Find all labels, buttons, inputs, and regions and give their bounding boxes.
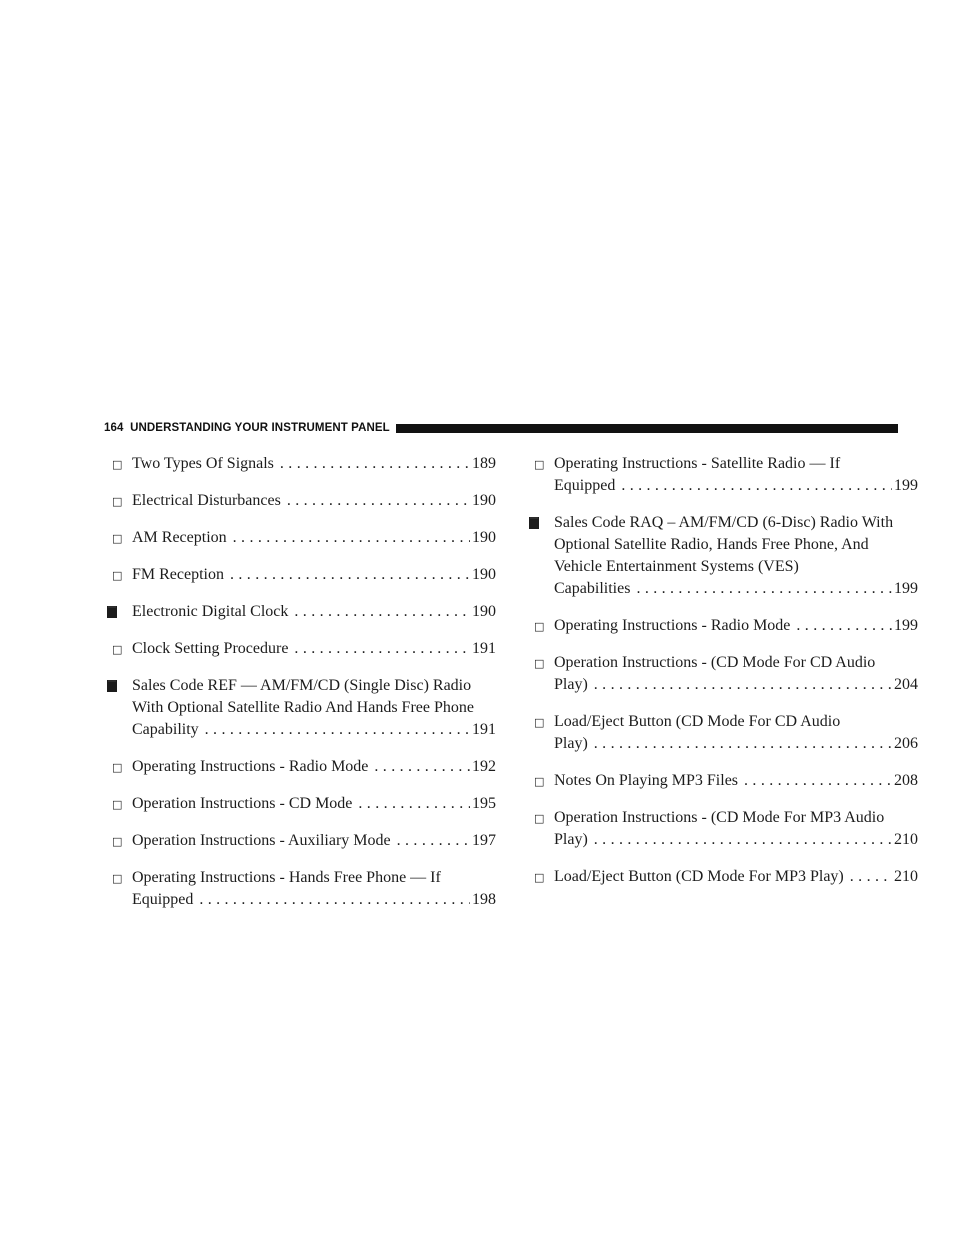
hollow-square-bullet-icon: □ bbox=[534, 620, 545, 633]
filled-square-bullet-icon bbox=[106, 679, 118, 693]
toc-entry-line bbox=[132, 601, 496, 623]
toc-entry-title: Vehicle Entertainment Systems (VES) bbox=[554, 558, 799, 575]
toc-entry-line bbox=[554, 674, 918, 696]
toc-page-number: 206 bbox=[894, 735, 918, 752]
hollow-square-bullet-icon: □ bbox=[112, 495, 123, 508]
dot-leader bbox=[850, 866, 892, 888]
dot-leader bbox=[796, 615, 892, 637]
toc-page-number: 189 bbox=[472, 455, 496, 472]
toc-entry[interactable] bbox=[104, 638, 496, 660]
toc-entry-title: Operation Instructions - (CD Mode For CD Audio bbox=[554, 654, 876, 671]
toc-entry[interactable] bbox=[104, 527, 496, 549]
toc-entry-line bbox=[534, 652, 918, 674]
dot-leader bbox=[594, 674, 892, 696]
hollow-square-bullet-icon: □ bbox=[112, 643, 123, 656]
dot-leader bbox=[397, 830, 470, 852]
page-number: 164 bbox=[104, 422, 124, 434]
toc-entry-title: Operation Instructions - (CD Mode For MP3 Audio bbox=[554, 809, 885, 826]
toc-page-number: 199 bbox=[894, 477, 918, 494]
toc-page-number: 190 bbox=[472, 492, 496, 509]
toc-entry[interactable] bbox=[526, 652, 918, 696]
hollow-square-bullet-icon: □ bbox=[112, 458, 123, 471]
toc-entry-title: Operating Instructions - Radio Mode bbox=[554, 617, 791, 634]
toc-entry-title: Equipped bbox=[132, 891, 194, 908]
filled-square-bullet-icon bbox=[528, 516, 540, 530]
hollow-square-bullet-icon: □ bbox=[534, 812, 545, 825]
toc-entry[interactable] bbox=[104, 601, 496, 623]
toc-entry[interactable] bbox=[526, 866, 918, 888]
hollow-square-bullet-icon: □ bbox=[534, 458, 545, 471]
toc-entry-line bbox=[534, 770, 918, 792]
toc-entry-line bbox=[112, 638, 496, 660]
toc-entry[interactable] bbox=[526, 512, 918, 600]
dot-leader bbox=[280, 453, 470, 475]
hollow-square-bullet-icon: □ bbox=[112, 798, 123, 811]
toc-entry-title: Equipped bbox=[554, 477, 616, 494]
toc-entry[interactable] bbox=[526, 807, 918, 851]
toc-entry-line bbox=[112, 867, 496, 889]
dot-leader bbox=[621, 475, 892, 497]
toc-page-number: 191 bbox=[472, 640, 496, 657]
toc-page-number: 190 bbox=[472, 603, 496, 620]
toc-entry[interactable] bbox=[104, 564, 496, 586]
toc-entry-title: Operating Instructions - Radio Mode bbox=[132, 758, 369, 775]
toc-entry-title: FM Reception bbox=[132, 566, 224, 583]
running-header bbox=[104, 421, 898, 435]
dot-leader bbox=[358, 793, 470, 815]
toc-entry-title: Play) bbox=[554, 831, 588, 848]
toc-entry[interactable] bbox=[526, 453, 918, 497]
toc-entry-line bbox=[112, 453, 496, 475]
hollow-square-bullet-icon: □ bbox=[112, 761, 123, 774]
toc-entry-title: Capabilities bbox=[554, 580, 631, 597]
toc-entry-title: Capability bbox=[132, 721, 199, 738]
toc-entry-line bbox=[554, 512, 918, 534]
toc-entry-line bbox=[112, 830, 496, 852]
toc-page-number: 198 bbox=[472, 891, 496, 908]
header-rule bbox=[396, 424, 898, 433]
toc-entry-title: Sales Code RAQ – AM/FM/CD (6-Disc) Radio With bbox=[554, 514, 894, 531]
dot-leader bbox=[205, 719, 470, 741]
dot-leader bbox=[744, 770, 892, 792]
toc-entry[interactable] bbox=[104, 867, 496, 911]
toc-column-right bbox=[526, 453, 918, 903]
toc-entry-line bbox=[534, 866, 918, 888]
toc-entry[interactable] bbox=[526, 770, 918, 792]
toc-page-number: 210 bbox=[894, 831, 918, 848]
toc-entry-line bbox=[534, 453, 918, 475]
hollow-square-bullet-icon: □ bbox=[112, 872, 123, 885]
toc-entry-title: Play) bbox=[554, 735, 588, 752]
toc-page-number: 192 bbox=[472, 758, 496, 775]
toc-entry[interactable] bbox=[104, 675, 496, 741]
toc-page-number: 190 bbox=[472, 529, 496, 546]
toc-entry[interactable] bbox=[526, 711, 918, 755]
toc-page-number: 197 bbox=[472, 832, 496, 849]
toc-entry-line bbox=[534, 615, 918, 637]
toc-entry-line bbox=[132, 889, 496, 911]
toc-entry[interactable] bbox=[104, 490, 496, 512]
toc-entry-line bbox=[554, 733, 918, 755]
hollow-square-bullet-icon: □ bbox=[112, 532, 123, 545]
toc-entry-line bbox=[112, 564, 496, 586]
toc-column-left bbox=[104, 453, 496, 926]
dot-leader bbox=[287, 490, 470, 512]
toc-entry[interactable] bbox=[526, 615, 918, 637]
toc-entry-title: Notes On Playing MP3 Files bbox=[554, 772, 739, 789]
toc-entry-line bbox=[112, 756, 496, 778]
toc-entry-title: Sales Code REF — AM/FM/CD (Single Disc) Radio bbox=[132, 677, 472, 694]
toc-entry-title: Operating Instructions - Hands Free Phone — If bbox=[132, 869, 441, 886]
toc-entry-line bbox=[132, 675, 496, 697]
hollow-square-bullet-icon: □ bbox=[534, 775, 545, 788]
toc-page-number: 208 bbox=[894, 772, 918, 789]
toc-entry-line bbox=[554, 578, 918, 600]
toc-entry-title: Clock Setting Procedure bbox=[132, 640, 289, 657]
header-text bbox=[104, 422, 396, 434]
dot-leader bbox=[294, 638, 470, 660]
toc-entry-title: Optional Satellite Radio, Hands Free Phone, And bbox=[554, 536, 869, 553]
toc-entry[interactable] bbox=[104, 793, 496, 815]
toc-entry-line bbox=[554, 475, 918, 497]
toc-entry[interactable] bbox=[104, 756, 496, 778]
toc-entry-line bbox=[554, 534, 918, 556]
toc-entry-title: Operation Instructions - CD Mode bbox=[132, 795, 353, 812]
toc-page-number: 210 bbox=[894, 868, 918, 885]
dot-leader bbox=[230, 564, 470, 586]
dot-leader bbox=[594, 733, 892, 755]
section-title: UNDERSTANDING YOUR INSTRUMENT PANEL bbox=[130, 422, 390, 434]
toc-entry-title: Operating Instructions - Satellite Radio — If bbox=[554, 455, 841, 472]
toc-entry-title: Electrical Disturbances bbox=[132, 492, 281, 509]
toc-entry-title: With Optional Satellite Radio And Hands Free Phone bbox=[132, 699, 474, 716]
toc-entry-line bbox=[112, 527, 496, 549]
dot-leader bbox=[636, 578, 892, 600]
toc-entry-line bbox=[112, 490, 496, 512]
toc-entry-line bbox=[132, 697, 496, 719]
toc-entry-line bbox=[112, 793, 496, 815]
toc-page-number: 191 bbox=[472, 721, 496, 738]
toc-entry-title: Operation Instructions - Auxiliary Mode bbox=[132, 832, 391, 849]
filled-square-bullet-icon bbox=[106, 605, 118, 619]
toc-page-number: 204 bbox=[894, 676, 918, 693]
dot-leader bbox=[199, 889, 470, 911]
dot-leader bbox=[233, 527, 470, 549]
toc-entry[interactable] bbox=[104, 453, 496, 475]
hollow-square-bullet-icon: □ bbox=[112, 569, 123, 582]
toc-entry-line bbox=[554, 556, 918, 578]
toc-entry-line bbox=[534, 711, 918, 733]
dot-leader bbox=[294, 601, 470, 623]
hollow-square-bullet-icon: □ bbox=[534, 657, 545, 670]
toc-entry-line bbox=[554, 829, 918, 851]
toc-page-number: 199 bbox=[894, 617, 918, 634]
hollow-square-bullet-icon: □ bbox=[112, 835, 123, 848]
toc-entry-line bbox=[132, 719, 496, 741]
toc-entry-title: Electronic Digital Clock bbox=[132, 603, 289, 620]
dot-leader bbox=[594, 829, 892, 851]
hollow-square-bullet-icon: □ bbox=[534, 716, 545, 729]
dot-leader bbox=[374, 756, 470, 778]
toc-entry[interactable] bbox=[104, 830, 496, 852]
toc-entry-line bbox=[534, 807, 918, 829]
toc-entry-title: Play) bbox=[554, 676, 588, 693]
toc-entry-title: Load/Eject Button (CD Mode For MP3 Play) bbox=[554, 868, 844, 885]
toc-entry-title: Two Types Of Signals bbox=[132, 455, 274, 472]
hollow-square-bullet-icon: □ bbox=[534, 871, 545, 884]
toc-entry-title: AM Reception bbox=[132, 529, 227, 546]
toc-page-number: 195 bbox=[472, 795, 496, 812]
toc-page-number: 199 bbox=[894, 580, 918, 597]
toc-page-number: 190 bbox=[472, 566, 496, 583]
toc-entry-title: Load/Eject Button (CD Mode For CD Audio bbox=[554, 713, 841, 730]
